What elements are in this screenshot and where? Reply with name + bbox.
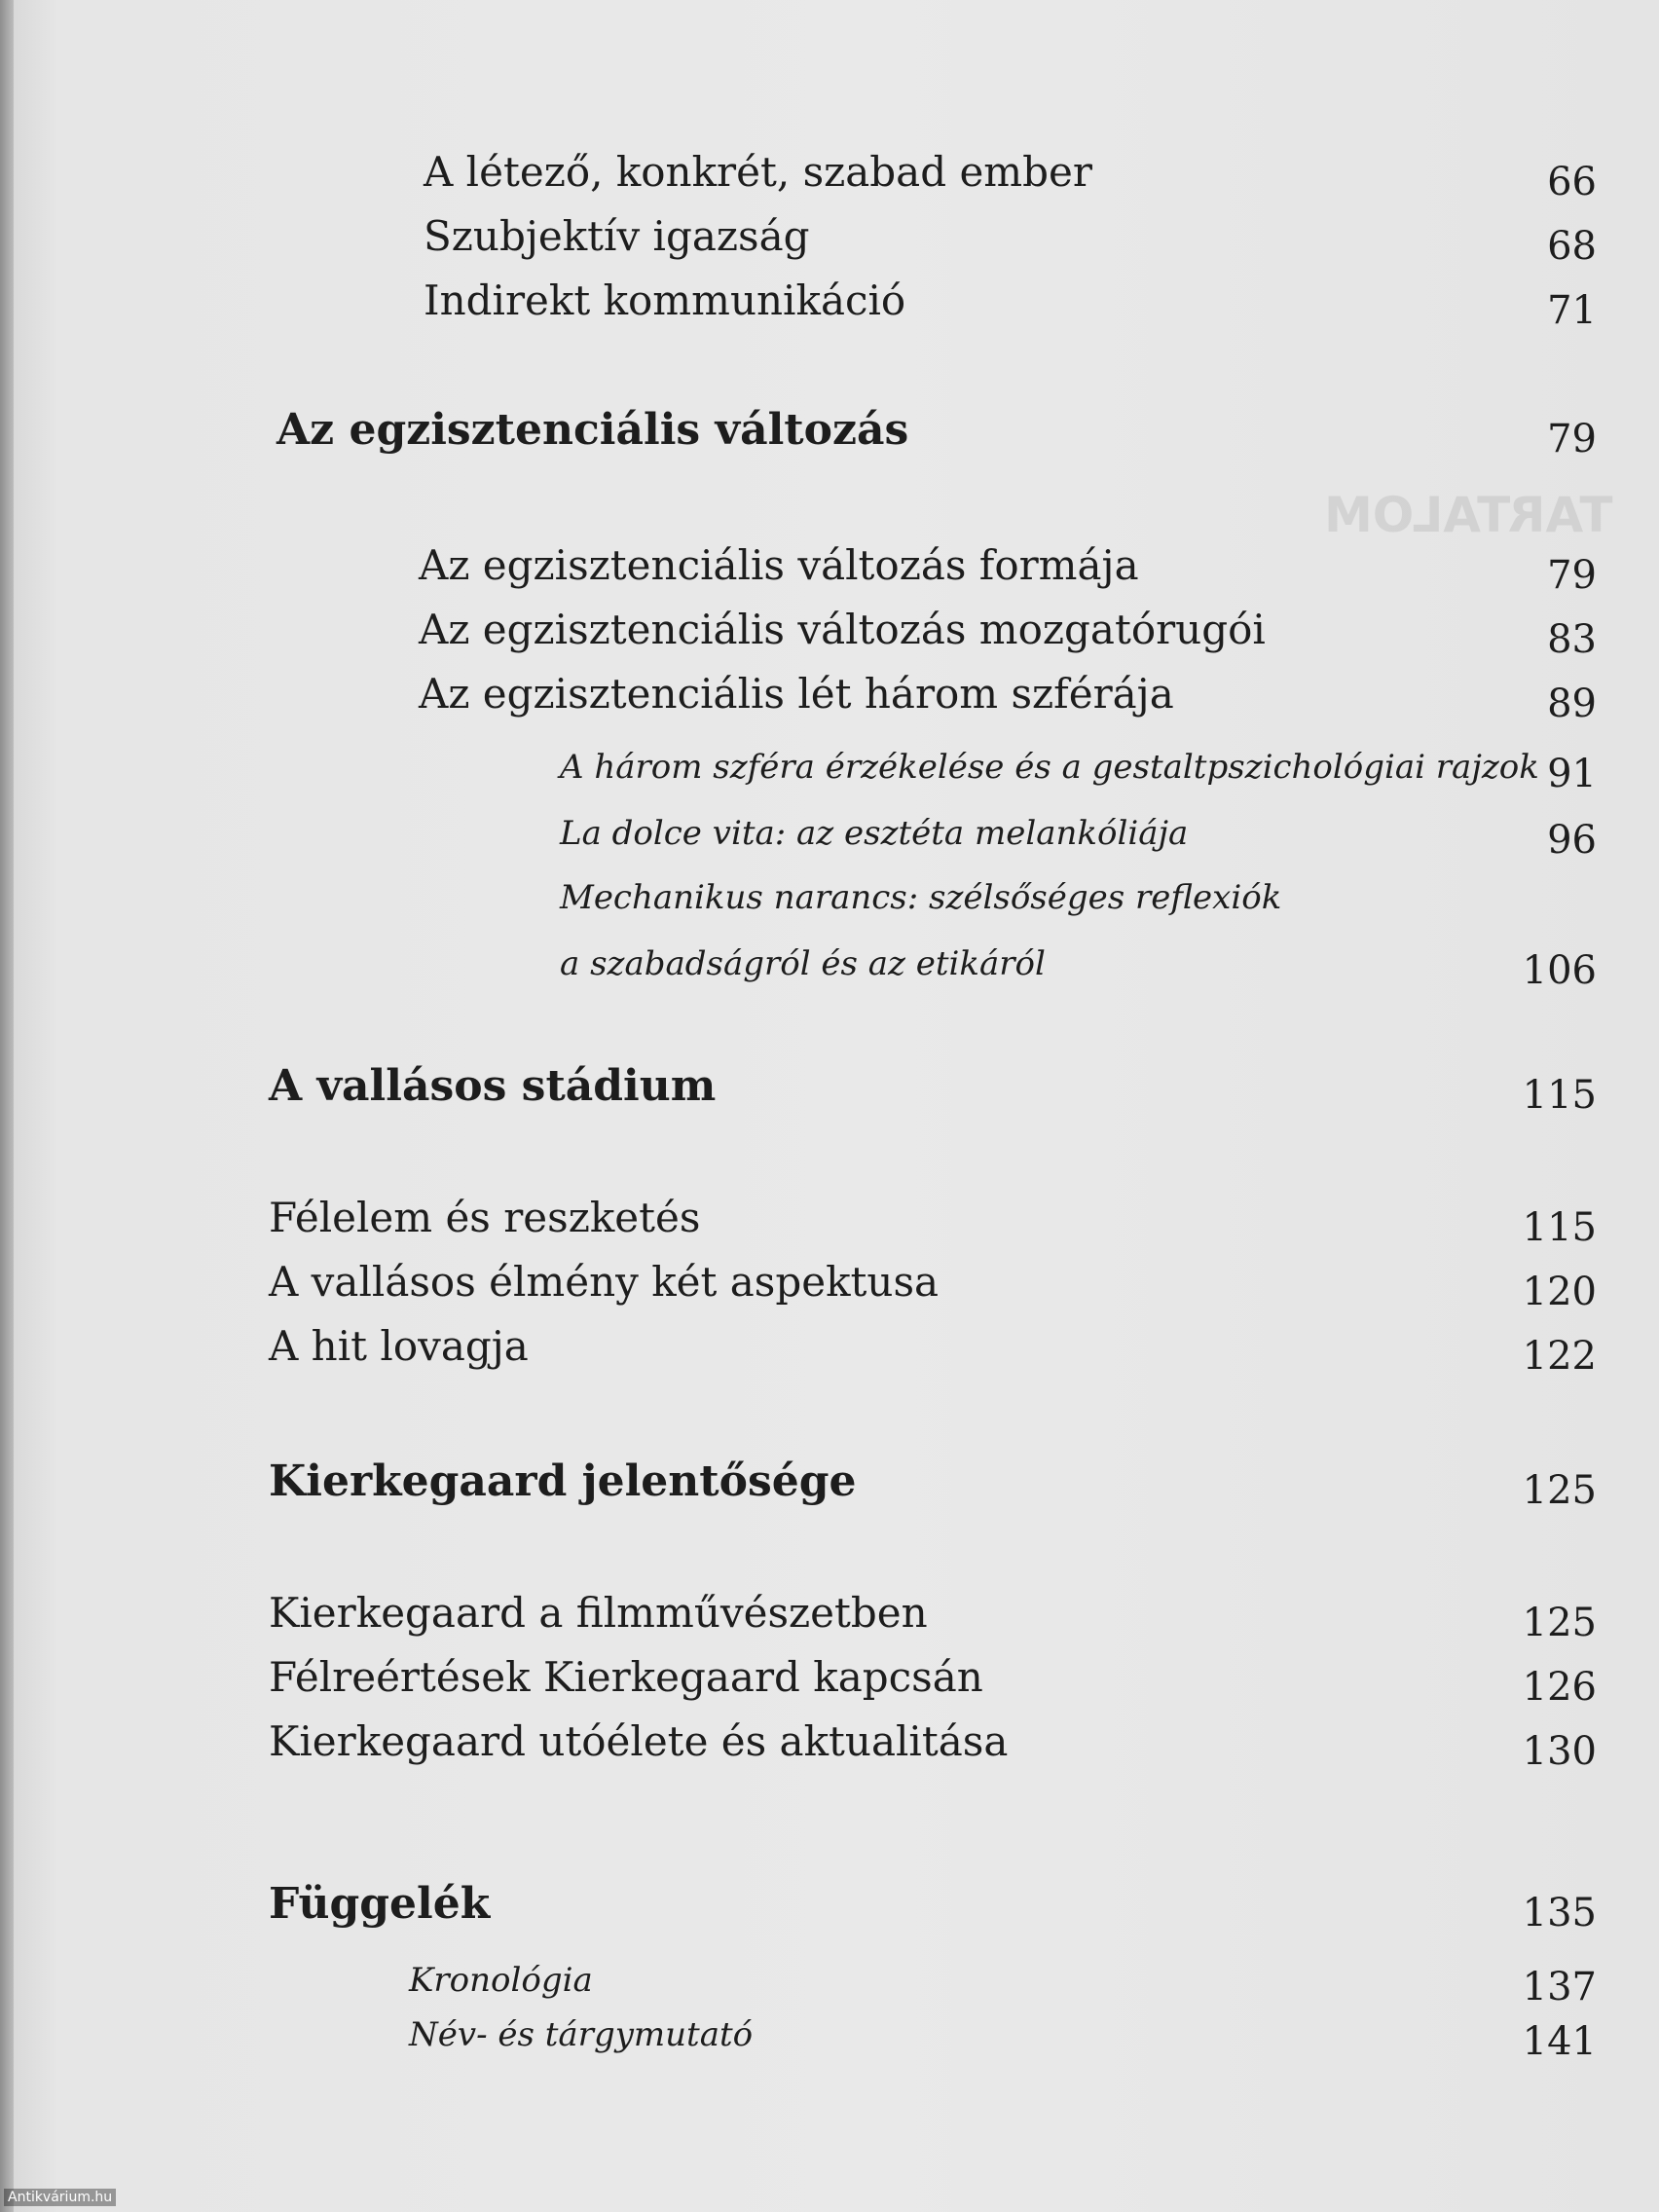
toc-section-title: Kierkegaard jelentősége (269, 1456, 857, 1506)
toc-section-title: Az egzisztenciális változás (276, 405, 909, 455)
toc-entry-page: 66 (1547, 160, 1597, 204)
toc-section[interactable] (0, 405, 1659, 469)
toc-subentry[interactable] (0, 808, 1659, 872)
toc-subentry[interactable] (0, 872, 1659, 937)
toc-entry-title: A létező, konkrét, szabad ember (424, 148, 1092, 196)
toc-entry[interactable] (0, 1258, 1659, 1322)
toc-subentry-page: 141 (1522, 2019, 1597, 2064)
toc-entry-title: Félelem és reszketés (269, 1194, 701, 1241)
toc-section-page: 79 (1547, 417, 1597, 461)
toc-entry-title: Kierkegaard utóélete és aktualitása (269, 1717, 1009, 1765)
toc-entry[interactable] (0, 670, 1659, 734)
toc-entry-page: 115 (1522, 1205, 1597, 1250)
toc-subentry[interactable] (0, 939, 1659, 1003)
toc-entry-title: Szubjektív igazság (424, 212, 810, 260)
site-watermark: Antikvárium.hu (4, 2189, 116, 2206)
toc-entry[interactable] (0, 1589, 1659, 1653)
toc-entry-page: 83 (1547, 617, 1597, 662)
toc-entry[interactable] (0, 606, 1659, 670)
toc-section-page: 125 (1522, 1468, 1597, 1513)
toc-entry-page: 89 (1547, 682, 1597, 726)
toc-subentry-title: a szabadságról és az etikáról (560, 944, 1046, 983)
toc-subentry-page: 106 (1522, 948, 1597, 993)
toc-entry-title: Az egzisztenciális lét három szférája (419, 670, 1174, 718)
toc-section[interactable] (0, 1456, 1659, 1521)
toc-subentry-page: 137 (1522, 1965, 1597, 2009)
toc-entry[interactable] (0, 1322, 1659, 1386)
toc-subentry[interactable] (0, 2009, 1659, 2074)
toc-subentry-title: Mechanikus narancs: szélsőséges reflexiók (560, 878, 1282, 917)
toc-entry-page: 126 (1522, 1665, 1597, 1710)
toc-section[interactable] (0, 1061, 1659, 1125)
toc-section-title: A vallásos stádium (269, 1061, 717, 1111)
toc-section[interactable] (0, 1879, 1659, 1943)
toc-entry-page: 122 (1522, 1334, 1597, 1379)
toc-entry-title: Félreértések Kierkegaard kapcsán (269, 1653, 983, 1701)
toc-entry-page: 120 (1522, 1270, 1597, 1314)
toc-subentry-page: 96 (1547, 818, 1597, 863)
toc-section-title: Függelék (269, 1879, 491, 1929)
toc-entry-page: 71 (1547, 288, 1597, 333)
toc-entry-page: 125 (1522, 1601, 1597, 1645)
toc-entry-title: A vallásos élmény két aspektusa (269, 1258, 940, 1306)
toc-entry-title: Indirekt kommunikáció (424, 276, 906, 324)
toc-subentry[interactable] (0, 742, 1659, 806)
toc-entry-page: 79 (1547, 553, 1597, 598)
toc-entry-title: Az egzisztenciális változás formája (419, 541, 1139, 589)
toc-entry[interactable] (0, 148, 1659, 212)
bleed-through-text: TARTALOM (1324, 487, 1613, 543)
toc-section-page: 135 (1522, 1891, 1597, 1936)
toc-section-page: 115 (1522, 1073, 1597, 1118)
toc-entry[interactable] (0, 1194, 1659, 1258)
toc-subentry-title: La dolce vita: az esztéta melankóliája (560, 814, 1189, 853)
toc-entry-page: 130 (1522, 1729, 1597, 1774)
toc-entry-page: 68 (1547, 224, 1597, 269)
toc-entry-title: Az egzisztenciális változás mozgatórugói (419, 606, 1266, 653)
toc-entry-title: A hit lovagja (269, 1322, 529, 1370)
toc-entry[interactable] (0, 1717, 1659, 1782)
toc-entry[interactable] (0, 276, 1659, 341)
toc-entry[interactable] (0, 1653, 1659, 1717)
toc-entry-title: Kierkegaard a filmművészetben (269, 1589, 928, 1637)
toc-entry[interactable] (0, 212, 1659, 276)
toc-subentry-title: Név- és tárgymutató (409, 2015, 754, 2054)
toc-subentry-title: Kronológia (409, 1961, 593, 2000)
toc-subentry-title: A három szféra érzékelése és a gestaltpszichológiai rajzok (560, 748, 1539, 787)
toc-entry[interactable] (0, 541, 1659, 606)
toc-subentry-page: 91 (1547, 752, 1597, 796)
